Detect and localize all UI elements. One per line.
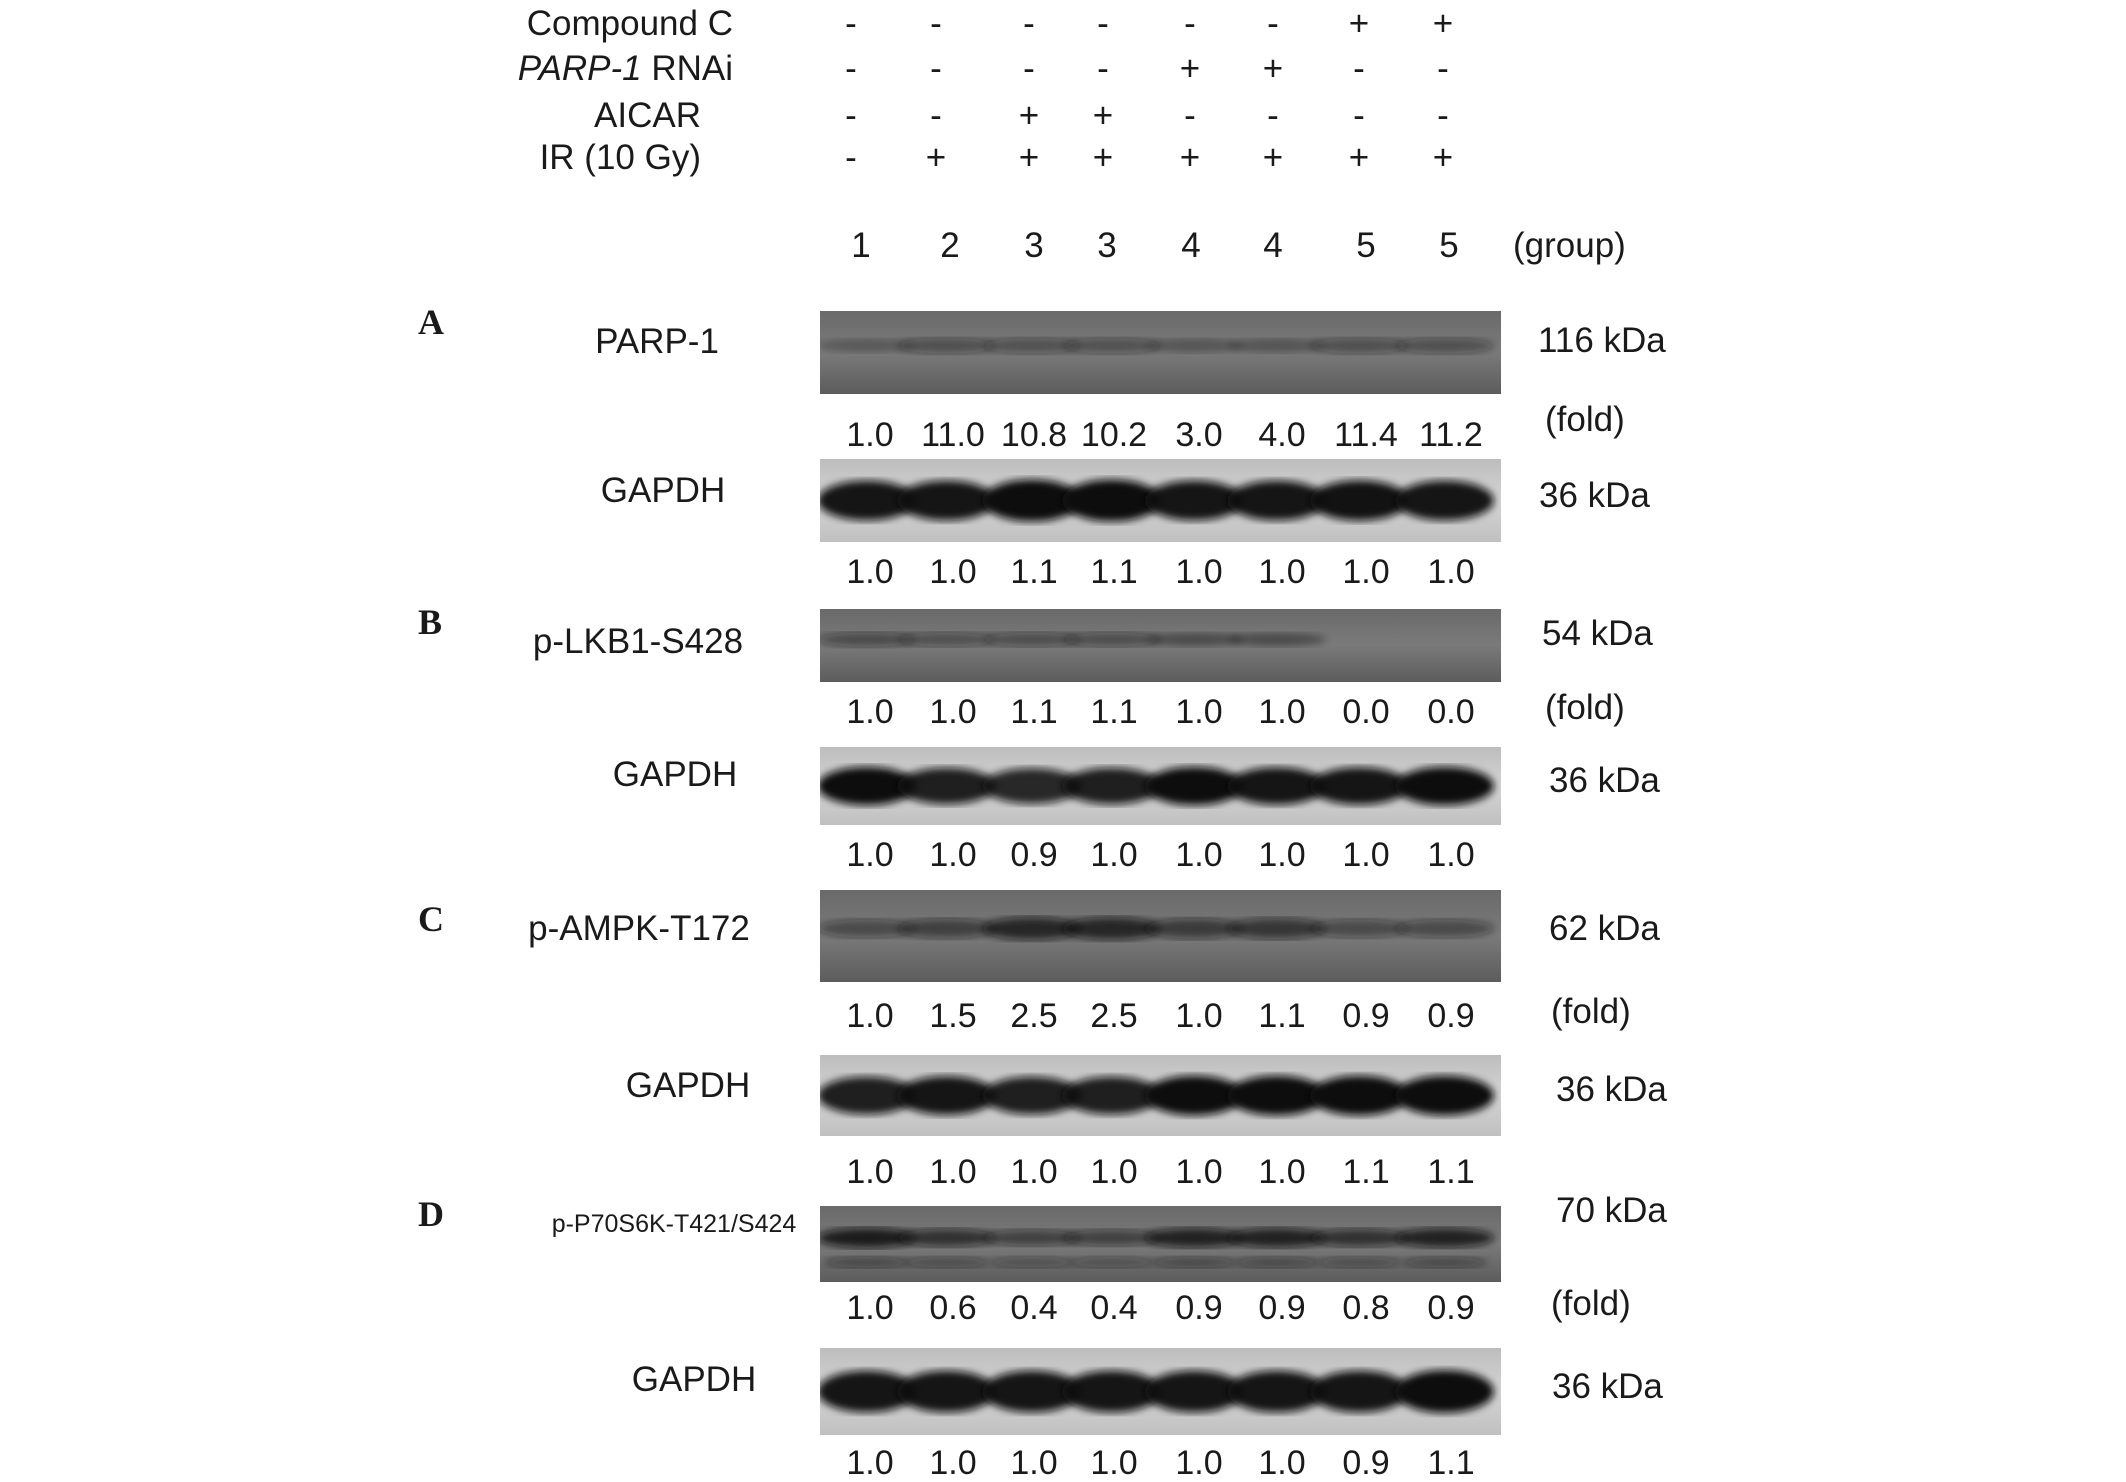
- fold-value: 1.0: [846, 416, 894, 454]
- treatment-sign: +: [1262, 49, 1284, 88]
- treatment-sign: +: [1179, 49, 1201, 88]
- condition-label: [393, 6, 733, 41]
- control-fold-value: 1.0: [1342, 836, 1390, 874]
- treatment-sign: -: [1097, 4, 1109, 43]
- treatment-sign: -: [1023, 4, 1035, 43]
- control-fold-value: 1.0: [1175, 836, 1223, 874]
- fold-value: 1.5: [929, 997, 977, 1035]
- fold-value: 0.6: [929, 1289, 977, 1327]
- control-kda-label: 36 kDa: [1549, 761, 1660, 800]
- fold-value: 2.5: [1010, 997, 1058, 1035]
- panel-letter: A: [418, 302, 444, 342]
- target-kda-label: 116 kDa: [1538, 321, 1666, 360]
- control-fold-value: 1.0: [929, 836, 977, 874]
- control-fold-value: 1.0: [846, 1153, 894, 1191]
- secondary-band: [1152, 1257, 1237, 1268]
- treatment-sign: -: [930, 96, 942, 135]
- target-protein-label: p-P70S6K-T421/S424: [551, 1210, 797, 1238]
- control-fold-value: 1.0: [1258, 836, 1306, 874]
- control-fold-value: 1.0: [929, 1153, 977, 1191]
- group-number: 5: [1439, 226, 1459, 265]
- treatment-sign: -: [845, 4, 857, 43]
- control-fold-value: 1.0: [1427, 836, 1475, 874]
- fold-value: 0.9: [1258, 1289, 1306, 1327]
- target-blot-image: [820, 609, 1501, 682]
- fold-value: 0.9: [1175, 1289, 1223, 1327]
- fold-value: 4.0: [1258, 416, 1306, 454]
- target-kda-label: 62 kDa: [1549, 909, 1660, 948]
- treatment-sign: +: [1432, 4, 1454, 43]
- treatment-sign: +: [1092, 138, 1114, 177]
- treatment-sign: -: [845, 96, 857, 135]
- control-fold-value: 1.0: [929, 1444, 977, 1482]
- group-number: 1: [851, 226, 871, 265]
- control-blot-image: [820, 1055, 1501, 1136]
- fold-value: 11.2: [1419, 416, 1483, 454]
- fold-value: 10.8: [1000, 416, 1068, 454]
- secondary-band: [824, 1257, 909, 1268]
- control-fold-value: 1.0: [1175, 1153, 1223, 1191]
- protein-band: [1310, 920, 1409, 938]
- fold-value: 11.4: [1334, 416, 1398, 454]
- target-blot-image: [820, 311, 1501, 394]
- treatment-sign: -: [1184, 4, 1196, 43]
- treatment-sign: -: [1437, 96, 1449, 135]
- loading-control-label: GAPDH: [600, 471, 726, 510]
- treatment-sign: -: [1184, 96, 1196, 135]
- fold-value: 0.9: [1342, 997, 1390, 1035]
- treatment-sign: -: [845, 138, 857, 177]
- treatment-sign: -: [1437, 49, 1449, 88]
- control-kda-label: 36 kDa: [1552, 1367, 1663, 1406]
- condition-label-text: RNAi: [641, 49, 733, 88]
- treatment-sign: -: [1023, 49, 1035, 88]
- fold-value: 1.1: [1258, 997, 1306, 1035]
- condition-label: [393, 51, 733, 86]
- protein-band: [1227, 633, 1326, 646]
- control-blot: [820, 1055, 1501, 1136]
- control-blot-image: [820, 1348, 1501, 1435]
- panel-letter: B: [418, 602, 443, 642]
- target-protein-label: p-AMPK-T172: [528, 909, 750, 948]
- target-blot: [820, 1206, 1501, 1282]
- secondary-band: [904, 1257, 989, 1268]
- protein-band: [1310, 1076, 1409, 1116]
- control-fold-value: 1.0: [1010, 1153, 1058, 1191]
- protein-band: [1395, 1076, 1494, 1116]
- control-fold-value: 1.0: [1258, 1444, 1306, 1482]
- treatment-sign: +: [1018, 138, 1040, 177]
- control-fold-value: 1.0: [846, 1444, 894, 1482]
- group-number: 5: [1356, 226, 1376, 265]
- control-blot-image: [820, 459, 1501, 542]
- target-kda-label: 70 kDa: [1556, 1191, 1667, 1230]
- target-blot: [820, 890, 1501, 982]
- fold-label: (fold): [1551, 1284, 1631, 1323]
- control-blot: [820, 747, 1501, 825]
- treatment-sign: -: [930, 49, 942, 88]
- control-kda-label: 36 kDa: [1539, 476, 1650, 515]
- protein-band: [897, 481, 996, 521]
- fold-value: 0.4: [1090, 1289, 1138, 1327]
- control-fold-value: 1.0: [1090, 836, 1138, 874]
- control-blot: [820, 459, 1501, 542]
- fold-value: 1.0: [846, 1289, 894, 1327]
- control-fold-value: 1.1: [1010, 553, 1058, 591]
- protein-band: [1395, 338, 1494, 354]
- fold-value: 1.0: [846, 693, 894, 731]
- treatment-sign: +: [1018, 96, 1040, 135]
- condition-label-text: AICAR: [594, 96, 701, 135]
- control-fold-value: 0.9: [1010, 836, 1058, 874]
- control-fold-value: 1.0: [1090, 1153, 1138, 1191]
- protein-band: [897, 768, 996, 804]
- protein-band: [1395, 920, 1494, 938]
- condition-label: [361, 140, 701, 175]
- control-fold-value: 1.1: [1427, 1444, 1475, 1482]
- treatment-sign: -: [1267, 96, 1279, 135]
- treatment-sign: +: [1179, 138, 1201, 177]
- target-blot: [820, 311, 1501, 394]
- control-fold-value: 1.1: [1090, 553, 1138, 591]
- fold-value: 0.4: [1010, 1289, 1058, 1327]
- treatment-sign: +: [1348, 4, 1370, 43]
- control-fold-value: 1.0: [1175, 1444, 1223, 1482]
- control-fold-value: 1.0: [1427, 553, 1475, 591]
- control-fold-value: 1.0: [1010, 1444, 1058, 1482]
- target-protein-label: p-LKB1-S428: [532, 622, 744, 661]
- group-number: 3: [1097, 226, 1117, 265]
- control-fold-value: 1.0: [1175, 553, 1223, 591]
- fold-value: 1.0: [1175, 693, 1223, 731]
- panel-letter: C: [418, 899, 444, 939]
- protein-band: [897, 633, 996, 647]
- fold-label: (fold): [1551, 992, 1631, 1031]
- secondary-band: [989, 1257, 1074, 1268]
- secondary-band: [1069, 1257, 1154, 1268]
- protein-band: [1395, 481, 1494, 521]
- fold-value: 0.9: [1427, 1289, 1475, 1327]
- target-blot: [820, 609, 1501, 682]
- treatment-sign: +: [1262, 138, 1284, 177]
- control-fold-value: 1.1: [1427, 1153, 1475, 1191]
- fold-value: 1.0: [1175, 997, 1223, 1035]
- condition-label-text: IR (10 Gy): [539, 138, 701, 177]
- protein-band: [1395, 1228, 1494, 1247]
- control-blot-image: [820, 747, 1501, 825]
- group-number: 3: [1024, 226, 1044, 265]
- treatment-sign: -: [845, 49, 857, 88]
- fold-label: (fold): [1545, 688, 1625, 727]
- condition-label: [361, 98, 701, 133]
- treatment-sign: +: [925, 138, 947, 177]
- fold-value: 0.0: [1342, 693, 1390, 731]
- protein-band: [897, 1076, 996, 1115]
- control-fold-value: 0.9: [1342, 1444, 1390, 1482]
- fold-value: 0.0: [1427, 693, 1475, 731]
- fold-value: 1.0: [846, 997, 894, 1035]
- target-protein-label: PARP-1: [595, 322, 719, 361]
- protein-band: [1395, 767, 1494, 805]
- protein-band: [1310, 480, 1409, 520]
- fold-label: (fold): [1545, 400, 1625, 439]
- control-kda-label: 36 kDa: [1556, 1070, 1667, 1109]
- control-fold-value: 1.0: [1258, 1153, 1306, 1191]
- fold-value: 0.8: [1342, 1289, 1390, 1327]
- secondary-band: [1234, 1257, 1319, 1268]
- secondary-band: [1317, 1257, 1402, 1268]
- fold-value: 3.0: [1175, 416, 1223, 454]
- fold-value: 1.0: [929, 693, 977, 731]
- group-axis-label: (group): [1513, 226, 1626, 265]
- loading-control-label: GAPDH: [631, 1360, 757, 1399]
- control-blot: [820, 1348, 1501, 1435]
- target-blot-image: [820, 1206, 1501, 1282]
- loading-control-label: GAPDH: [625, 1066, 751, 1105]
- control-fold-value: 1.0: [1258, 553, 1306, 591]
- fold-value: 1.1: [1010, 693, 1058, 731]
- control-fold-value: 1.1: [1342, 1153, 1390, 1191]
- fold-value: 2.5: [1090, 997, 1138, 1035]
- control-fold-value: 1.0: [846, 836, 894, 874]
- treatment-sign: -: [930, 4, 942, 43]
- protein-band: [897, 1229, 996, 1247]
- treatment-sign: -: [1097, 49, 1109, 88]
- protein-band: [1310, 1229, 1409, 1247]
- fold-value: 10.2: [1080, 416, 1148, 454]
- treatment-sign: +: [1432, 138, 1454, 177]
- control-fold-value: 1.0: [929, 553, 977, 591]
- fold-value: 1.0: [1258, 693, 1306, 731]
- condition-label-italic: PARP-1: [517, 49, 642, 88]
- condition-label-text: Compound C: [526, 4, 733, 43]
- protein-band: [897, 338, 996, 354]
- treatment-sign: -: [1353, 96, 1365, 135]
- control-fold-value: 1.0: [846, 553, 894, 591]
- protein-band: [897, 919, 996, 938]
- group-number: 2: [940, 226, 960, 265]
- group-number: 4: [1263, 226, 1283, 265]
- protein-band: [1310, 767, 1409, 804]
- fold-value: 1.1: [1090, 693, 1138, 731]
- protein-band: [1395, 1370, 1494, 1413]
- control-fold-value: 1.0: [1342, 553, 1390, 591]
- protein-band: [1310, 338, 1409, 354]
- treatment-sign: +: [1092, 96, 1114, 135]
- group-number: 4: [1181, 226, 1201, 265]
- fold-value: 0.9: [1427, 997, 1475, 1035]
- treatment-sign: -: [1267, 4, 1279, 43]
- panel-letter: D: [418, 1194, 444, 1234]
- treatment-sign: +: [1348, 138, 1370, 177]
- secondary-band: [1402, 1257, 1487, 1268]
- control-fold-value: 1.0: [1090, 1444, 1138, 1482]
- treatment-sign: -: [1353, 49, 1365, 88]
- fold-value: 11.0: [921, 416, 985, 454]
- protein-band: [1310, 1371, 1409, 1413]
- target-kda-label: 54 kDa: [1542, 614, 1653, 653]
- protein-band: [897, 1371, 996, 1413]
- loading-control-label: GAPDH: [612, 755, 738, 794]
- target-blot-image: [820, 890, 1501, 982]
